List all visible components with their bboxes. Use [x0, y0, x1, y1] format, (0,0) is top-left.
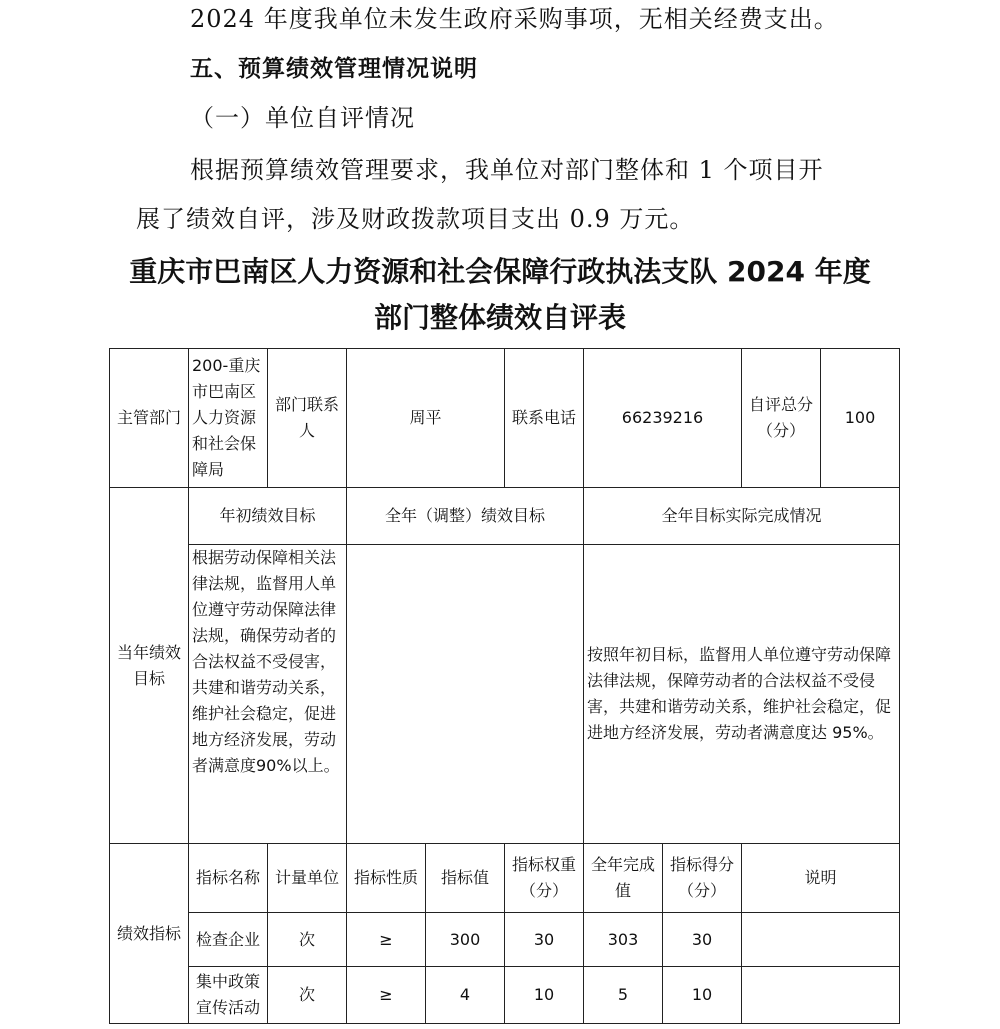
- indicator-actual: 5: [584, 967, 663, 1024]
- indicator-note: [742, 967, 900, 1024]
- indicator-score: 10: [663, 967, 742, 1024]
- score-value: 100: [821, 349, 900, 488]
- goal-header-adjusted: 全年（调整）绩效目标: [347, 488, 584, 545]
- indicator-header-note: 说明: [742, 844, 900, 913]
- indicator-unit: 次: [268, 913, 347, 967]
- indicator-value: 300: [426, 913, 505, 967]
- indicator-weight: 30: [505, 913, 584, 967]
- indicator-note: [742, 913, 900, 967]
- indicator-nature: ≥: [347, 967, 426, 1024]
- indicator-weight: 10: [505, 967, 584, 1024]
- indicator-header-actual: 全年完成值: [584, 844, 663, 913]
- goal-header-row: [110, 488, 900, 545]
- table-title-line1: 重庆市巴南区人力资源和社会保障行政执法支队 2024 年度: [129, 255, 871, 288]
- indicator-nature: ≥: [347, 913, 426, 967]
- indicator-header-name: 指标名称: [189, 844, 268, 913]
- phone-label: 联系电话: [505, 349, 584, 488]
- table-row: [110, 967, 900, 1024]
- indicator-header-score: 指标得分（分）: [663, 844, 742, 913]
- table-title-line2: 部门整体绩效自评表: [373, 301, 626, 334]
- header-info-row: [110, 349, 900, 488]
- indicator-name: 集中政策宣传活动: [189, 967, 268, 1024]
- indicator-section-label: 绩效指标: [110, 844, 189, 1024]
- indicator-header-weight: 指标权重（分）: [505, 844, 584, 913]
- procurement-paragraph: 2024 年度我单位未发生政府采购事项，无相关经费支出。: [190, 5, 839, 33]
- goal-header-actual: 全年目标实际完成情况: [584, 488, 900, 545]
- table-row: [110, 913, 900, 967]
- indicator-header-nature: 指标性质: [347, 844, 426, 913]
- dept-label: 主管部门: [110, 349, 189, 488]
- goal-header-initial: 年初绩效目标: [189, 488, 347, 545]
- contact-label: 部门联系人: [268, 349, 347, 488]
- section-heading-5: 五、预算绩效管理情况说明: [190, 56, 478, 82]
- goal-actual-text: 按照年初目标，监督用人单位遵守劳动保障法律法规，保障劳动者的合法权益不受侵害，共建和谐劳动关系，维护社会稳定，促进地方经济发展，劳动者满意度达 95%。: [584, 545, 900, 844]
- performance-evaluation-table: [109, 348, 900, 1024]
- indicator-actual: 303: [584, 913, 663, 967]
- self-eval-paragraph-line2: 展了绩效自评，涉及财政拨款项目支出 0.9 万元。: [136, 205, 695, 233]
- self-eval-paragraph-line1: 根据预算绩效管理要求，我单位对部门整体和 1 个项目开: [190, 156, 824, 184]
- indicator-header-value: 指标值: [426, 844, 505, 913]
- indicator-name: 检查企业: [189, 913, 268, 967]
- indicator-header-row: [110, 844, 900, 913]
- indicator-unit: 次: [268, 967, 347, 1024]
- indicator-value: 4: [426, 967, 505, 1024]
- indicator-header-unit: 计量单位: [268, 844, 347, 913]
- dept-value: 200-重庆市巴南区人力资源和社会保障局: [189, 349, 268, 488]
- score-label: 自评总分（分）: [742, 349, 821, 488]
- subsection-heading-1: （一）单位自评情况: [190, 104, 415, 132]
- goal-section-label: 当年绩效目标: [110, 488, 189, 844]
- goal-adjusted-text: [347, 545, 584, 844]
- phone-value: 66239216: [584, 349, 742, 488]
- contact-value: 周平: [347, 349, 505, 488]
- indicator-score: 30: [663, 913, 742, 967]
- goal-content-row: [110, 545, 900, 844]
- goal-initial-text: 根据劳动保障相关法律法规，监督用人单位遵守劳动保障法律法规，确保劳动者的合法权益不受侵害，共建和谐劳动关系，维护社会稳定，促进地方经济发展，劳动者满意度90%以上。: [189, 545, 347, 844]
